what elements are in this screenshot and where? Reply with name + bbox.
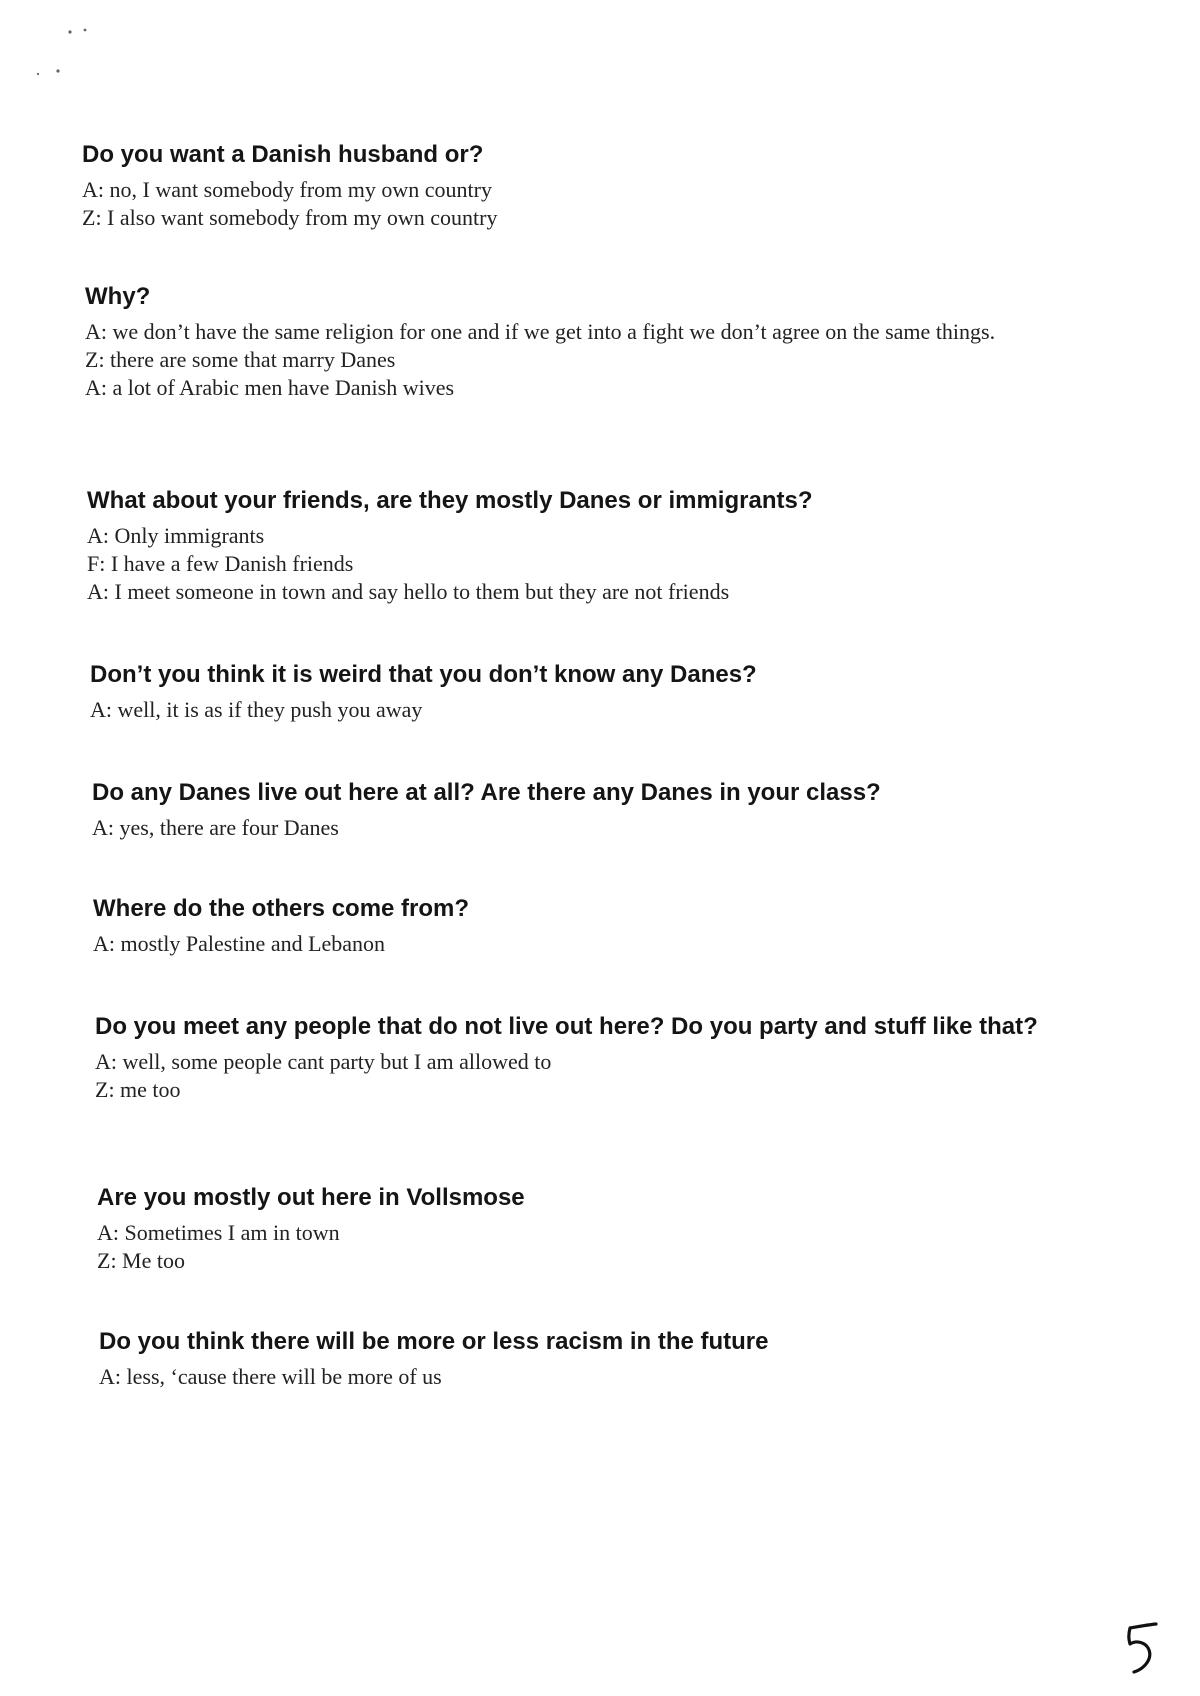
question-heading: Do you meet any people that do not live out here? Do you party and stuff like that? <box>95 1013 1038 1040</box>
answer-line: A: Only immigrants <box>87 523 265 548</box>
qa-section-weird <box>90 660 1150 724</box>
question-heading: Do any Danes live out here at all? Are there any Danes in your class? <box>92 779 881 806</box>
question-heading: Are you mostly out here in Vollsmose <box>97 1184 525 1211</box>
answer-line: A: no, I want somebody from my own country <box>82 177 492 202</box>
answer-line: A: I meet someone in town and say hello to them but they are not friends <box>87 579 730 604</box>
qa-section-origins <box>93 894 1153 958</box>
qa-section-why <box>85 282 1145 402</box>
question-heading: Why? <box>85 283 151 310</box>
answer-line: A: Sometimes I am in town <box>97 1220 340 1245</box>
answer-line: Z: there are some that marry Danes <box>85 347 396 372</box>
answer-line: A: less, ‘cause there will be more of us <box>99 1364 442 1389</box>
question-heading: Do you think there will be more or less racism in the future <box>99 1328 769 1355</box>
answer-line: F: I have a few Danish friends <box>87 551 354 576</box>
answer-line: A: mostly Palestine and Lebanon <box>93 931 386 956</box>
scan-specks <box>18 22 108 92</box>
question-heading: Do you want a Danish husband or? <box>82 141 484 168</box>
answer-line: A: a lot of Arabic men have Danish wives <box>85 375 455 400</box>
qa-section-vollsmose <box>97 1183 1157 1275</box>
question-heading: What about your friends, are they mostly Danes or immigrants? <box>87 487 813 514</box>
answer-line: Z: I also want somebody from my own country <box>82 205 498 230</box>
qa-section-class <box>92 778 1152 842</box>
question-heading: Don’t you think it is weird that you don’t know any Danes? <box>90 661 757 688</box>
qa-section-friends <box>87 486 1147 606</box>
answer-line: A: well, some people cant party but I am allowed to <box>95 1049 552 1074</box>
answer-line: A: we don’t have the same religion for one and if we get into a fight we don’t agree on the same things. <box>85 319 996 344</box>
handwritten-page-number <box>1112 1616 1172 1676</box>
answer-line: Z: me too <box>95 1077 181 1102</box>
answer-line: Z: Me too <box>97 1248 185 1273</box>
qa-section-husband <box>82 140 1142 232</box>
answer-line: A: well, it is as if they push you away <box>90 697 423 722</box>
qa-section-racism <box>99 1327 1159 1391</box>
answer-line: A: yes, there are four Danes <box>92 815 339 840</box>
qa-section-party <box>95 1012 1155 1104</box>
question-heading: Where do the others come from? <box>93 895 470 922</box>
